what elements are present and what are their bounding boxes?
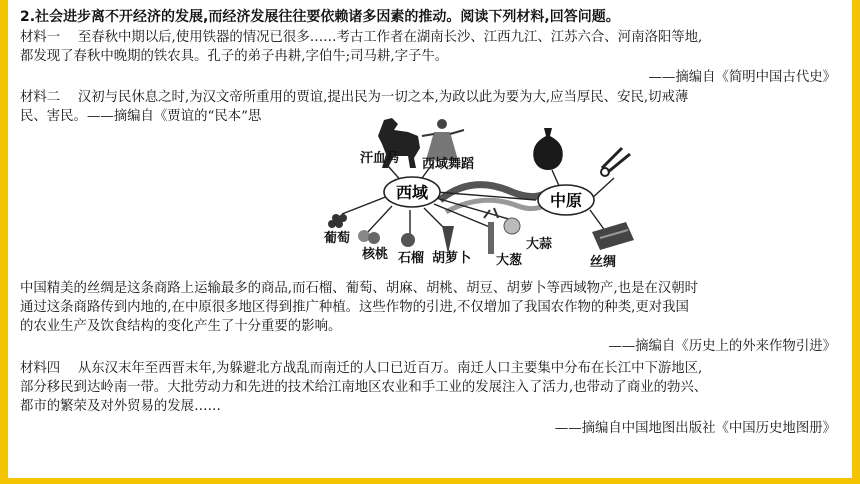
walnut-icon: [358, 230, 380, 244]
material3-line2: 通过这条商路传到内地的,在中原很多地区得到推广种植。这些作物的引进,不仅增加了我国农作物的种类,更对我国: [20, 300, 689, 315]
material2-line2: 民、害民。——摘编自《贾谊的“民本”思: [20, 109, 262, 124]
label-silk: 丝绸: [590, 255, 617, 270]
silk-cloth-icon: [592, 222, 634, 250]
central-plain-label: 中原: [549, 191, 583, 210]
frame-left-bar: [0, 0, 8, 484]
label-walnut: 核桃: [362, 247, 389, 262]
material1-line2: 都发现了春秋中晚期的铁农具。孔子的弟子冉耕,字伯牛;司马耕,字子牛。: [20, 49, 449, 64]
label-garlic: 大蒜: [526, 237, 553, 252]
material1-line1: 材料一 至春秋中期以后,使用铁器的情况已很多……考古工作者在湖南长沙、江西九江、江苏六合、河南洛阳等地,: [20, 30, 703, 45]
material4-source: ——摘编自中国地图出版社《中国历史地图册》: [554, 421, 836, 436]
label-dance: 西域舞蹈: [422, 157, 475, 172]
tool-icon: [601, 148, 630, 176]
material3-line3: 的农业生产及饮食结构的变化产生了十分重要的影响。: [20, 319, 342, 334]
material4-line3: 都市的繁荣及对外贸易的发展……: [20, 399, 221, 414]
material4-line1: 材料四 从东汉末年至西晋末年,为躲避北方战乱而南迁的人口已近百万。南迁人口主要集中分布在长江中下游地区,: [20, 361, 703, 376]
material1-source: ——摘编自《简明中国古代史》: [648, 70, 836, 85]
carrot-icon: [442, 226, 454, 254]
label-grape: 葡萄: [324, 231, 351, 246]
dancer-icon: [422, 119, 464, 160]
west-region-label: 西域: [395, 183, 429, 202]
label-carrot: 胡萝卜: [432, 251, 472, 266]
frame-right-bar: [852, 0, 860, 484]
grape-icon: [328, 214, 347, 228]
silk-road-figure: [322, 114, 644, 276]
frame-bottom-bar: [0, 478, 860, 484]
silk-ribbon-icon: [440, 185, 548, 212]
label-horse: 汗血马: [360, 151, 400, 166]
material2-line1: 材料二 汉初与民休息之时,为汉文帝所重用的贾谊,提出民为一切之本,为政以此为要为大,应当厚民、安民,切戒薄: [20, 90, 689, 105]
label-scallion: 大葱: [496, 253, 523, 268]
material3-line1: 中国精美的丝绸是这条商路上运输最多的商品,而石榴、葡萄、胡麻、胡桃、胡豆、胡萝卜等西域物产,也是在汉朝时: [20, 281, 699, 296]
material3-source: ——摘编自《历史上的外来作物引进》: [608, 339, 836, 354]
vase-icon: [533, 128, 563, 170]
label-pomegranate: 石榴: [398, 251, 425, 266]
material4-line2: 部分移民到达岭南一带。大批劳动力和先进的技术给江南地区农业和手工业的发展注入了活力,也带动了商业的勃兴、: [20, 380, 708, 395]
scallion-icon: [484, 208, 498, 254]
garlic-icon: [504, 218, 520, 234]
pomegranate-icon: [401, 233, 415, 247]
question-title: 2.社会进步离不开经济的发展,而经济发展往往要依赖诸多因素的推动。阅读下列材料,回答问题。: [20, 9, 620, 25]
